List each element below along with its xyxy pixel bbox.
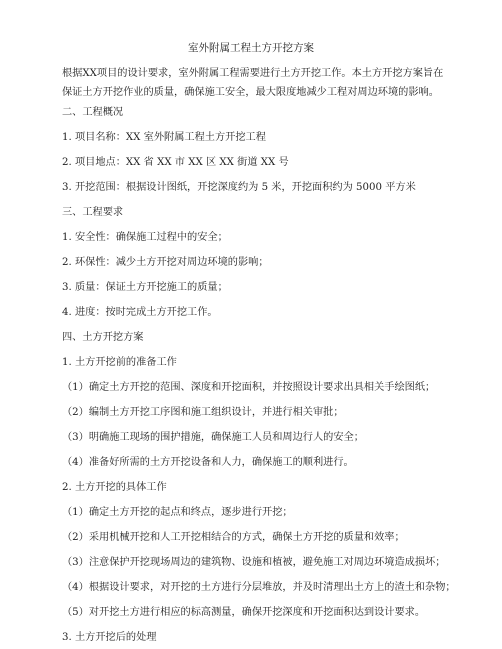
overview-item: 3. 开挖范围：根据设计图纸，开挖深度约为 5 米，开挖面积约为 5000 平方米 <box>62 182 416 193</box>
subsection-heading-aftercare: 3. 土方开挖后的处理 <box>62 632 157 643</box>
preparation-item: （2）编制土方开挖工序图和施工组织设计，并进行相关审批； <box>62 407 344 418</box>
preparation-item: （3）明确施工现场的围护措施，确保施工人员和周边行人的安全； <box>62 432 364 443</box>
intro-paragraph: 根据XX项目的设计要求，室外附属工程需要进行土方开挖工作。本土方开挖方案旨在保证土方开挖作业的质量，确保施工安全，最大限度地减少工程对周边环境的影响。 <box>62 68 444 98</box>
work-item: （5）对开挖土方进行相应的标高测量，确保开挖深度和开挖面积达到设计要求。 <box>62 607 426 618</box>
work-item: （4）根据设计要求，对开挖的土方进行分层堆放，并及时清理出土方上的渣土和杂物； <box>62 582 456 593</box>
requirement-item: 1. 安全性：确保施工过程中的安全； <box>62 232 228 243</box>
preparation-item: （4）准备好所需的土方开挖设备和人力，确保施工的顺利进行。 <box>62 457 354 468</box>
subsection-heading-preparation: 1. 土方开挖前的准备工作 <box>62 357 177 368</box>
preparation-item: （1）确定土方开挖的范围、深度和开挖面积，并按照设计要求出具相关手绘图纸； <box>62 382 436 393</box>
section-heading-requirements: 三、工程要求 <box>62 207 124 218</box>
overview-item: 1. 项目名称：XX 室外附属工程土方开挖工程 <box>62 132 266 143</box>
overview-item: 2. 项目地点：XX 省 XX 市 XX 区 XX 街道 XX 号 <box>62 157 289 168</box>
section-heading-plan: 四、土方开挖方案 <box>62 332 144 343</box>
work-item: （2）采用机械开挖和人工开挖相结合的方式，确保土方开挖的质量和效率； <box>62 532 405 543</box>
document-title: 室外附属工程土方开挖方案 <box>188 42 314 54</box>
requirement-item: 2. 环保性：减少土方开挖对周边环境的影响； <box>62 257 269 268</box>
requirement-item: 4. 进度：按时完成土方开挖工作。 <box>62 307 218 318</box>
section-heading-overview: 二、工程概况 <box>62 107 124 118</box>
work-item: （1）确定土方开挖的起点和终点，逐步进行开挖； <box>62 507 293 518</box>
work-item: （3）注意保护开挖现场周边的建筑物、设施和植被，避免施工对周边环境造成损坏； <box>62 557 446 568</box>
subsection-heading-work: 2. 土方开挖的具体工作 <box>62 482 167 493</box>
requirement-item: 3. 质量：保证土方开挖施工的质量； <box>62 282 228 293</box>
